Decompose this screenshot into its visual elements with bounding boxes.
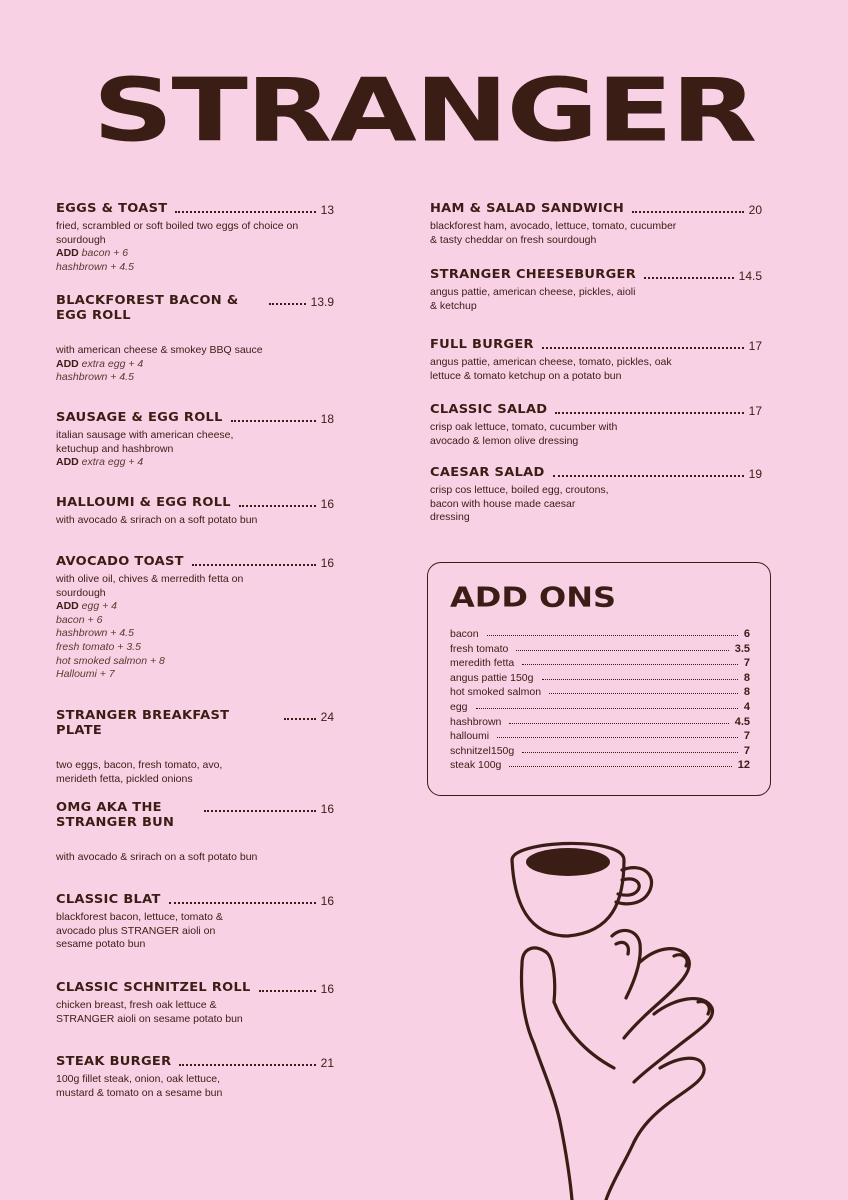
add-on-row: hashbrown 4.5 [450,715,750,728]
item-price: 24 [320,710,334,724]
item-description: with american cheese & smokey BBQ sauce [56,344,263,356]
item-description: crisp oak lettuce, tomato, cucumber with avocado & lemon olive dressing [430,421,618,447]
item-price: 16 [320,497,334,511]
item-addon: hot smoked salmon + 8 [56,654,165,667]
item-description: with avocado & srirach on a soft potato bun [56,851,258,863]
item-addon: fresh tomato + 3.5 [56,640,141,653]
item-name: BLACKFOREST BACON & EGG ROLL [56,294,239,323]
item-description: two eggs, bacon, fresh tomato, avo, merideth fetta, pickled onions [56,759,223,785]
wrist-left [534,1044,572,1200]
leader-dots [269,294,306,305]
item-description: chicken breast, fresh oak lettuce & STRANGER aioli on sesame potato bun [56,999,243,1025]
menu-item-classic-blat [56,893,334,952]
item-name: CLASSIC BLAT [56,893,161,907]
item-price: 21 [320,1056,334,1070]
leader-dots [284,709,316,720]
item-name: CAESAR SALAD [430,466,545,480]
palm-crease [554,1002,614,1068]
item-price: 16 [320,802,334,816]
menu-item-caesar-salad [430,466,762,525]
leader-dots [239,496,316,507]
item-price: 13 [320,203,334,217]
item-price: 14.5 [738,269,762,283]
item-price: 17 [748,339,762,353]
add-ons-box [427,562,771,796]
item-addon: hashbrown + 4.5 [56,371,134,384]
hand-holding-coffee-cup-icon [484,832,744,1200]
add-on-row: meredith fetta 7 [450,657,750,670]
fingernail [674,955,687,966]
item-name: FULL BURGER [430,338,534,352]
item-description: italian sausage with american cheese, ketuchup and hashbrown [56,429,234,455]
menu-item-blackforest-bacon-egg-roll [56,294,334,385]
leader-dots [553,466,744,477]
leader-dots [192,555,316,566]
menu-item-halloumi-egg-roll [56,496,334,528]
menu-item-avocado-toast [56,555,334,682]
item-description: angus pattie, american cheese, pickles, aioli & ketchup [430,286,636,312]
leader-dots [169,893,316,904]
item-description: 100g fillet steak, onion, oak lettuce, mustard & tomato on a sesame bun [56,1073,223,1099]
wrist-right [606,1142,634,1200]
item-description: with avocado & srirach on a soft potato bun [56,514,258,526]
menu-item-steak-burger [56,1055,334,1100]
leader-dots [259,981,316,992]
item-name: STRANGER CHEESEBURGER [430,268,637,282]
leader-dots [555,403,743,414]
add-on-row: angus pattie 150g 8 [450,671,750,684]
item-addon: ADD egg + 4 [56,600,117,613]
add-on-row: fresh tomato 3.5 [450,642,750,655]
add-on-row: schnitzel150g 7 [450,744,750,757]
leader-dots [632,202,744,213]
item-price: 16 [320,982,334,996]
brand-logo: STRANGER [92,60,756,162]
menu-item-stranger-cheeseburger [430,268,762,313]
add-on-row: hot smoked salmon 8 [450,686,750,699]
thumb-inner [546,952,555,1002]
index-finger [612,930,640,998]
item-name: AVOCADO TOAST [56,555,184,569]
add-on-row: halloumi 7 [450,730,750,743]
leader-dots [542,338,744,349]
menu-item-full-burger [430,338,762,383]
add-on-row: bacon 6 [450,628,750,640]
item-price: 17 [748,404,762,418]
item-description: crisp cos lettuce, boiled egg, croutons, bacon with house made caesar dressing [430,484,609,524]
item-name: CLASSIC SCHNITZEL ROLL [56,981,251,995]
item-addon: hashbrown + 4.5 [56,260,134,273]
leader-dots [175,202,315,213]
middle-finger [624,949,689,1038]
menu-item-classic-salad [430,403,762,448]
menu-item-eggs-toast [56,202,334,274]
item-addon: ADD bacon + 6 [56,247,129,260]
item-addon: ADD extra egg + 4 [56,456,144,469]
item-price: 19 [748,467,762,481]
menu-item-stranger-breakfast-plate [56,709,334,786]
item-description: blackforest bacon, lettuce, tomato & avocado plus STRANGER aioli on sesame potato bun [56,911,223,951]
fingernail [698,1002,709,1014]
leader-dots [644,268,734,279]
item-name: EGGS & TOAST [56,202,168,216]
thumb [522,948,547,1044]
item-name: CLASSIC SALAD [430,403,548,417]
add-ons-list [450,627,750,773]
item-addon: bacon + 6 [56,613,103,626]
ring-finger [634,999,713,1082]
add-ons-title: ADD ONS [450,581,617,614]
item-name: STRANGER BREAKFAST PLATE [56,709,230,738]
item-price: 20 [748,203,762,217]
menu-item-ham-salad-sandwich [430,202,762,247]
item-name: SAUSAGE & EGG ROLL [56,411,223,425]
item-description: angus pattie, american cheese, tomato, pickles, oak lettuce & tomato ketchup on a potato bun [430,356,672,382]
menu-item-omg-stranger-bun [56,801,334,865]
add-on-row: steak 100g 12 [450,759,750,772]
item-addon: Halloumi + 7 [56,668,115,681]
item-description: blackforest ham, avocado, lettuce, tomato, cucumber & tasty cheddar on fresh sourdough [430,220,677,246]
item-price: 18 [320,412,334,426]
item-name: STEAK BURGER [56,1055,172,1069]
leader-dots [179,1055,315,1066]
item-name: OMG AKA THE STRANGER BUN [56,801,175,830]
add-on-row: egg 4 [450,700,750,713]
item-price: 13.9 [310,295,334,309]
item-name: HALLOUMI & EGG ROLL [56,496,231,510]
item-description: with olive oil, chives & merredith fetta on sourdough [56,573,244,599]
item-name: HAM & SALAD SANDWICH [430,202,625,216]
coffee-surface [526,848,610,876]
item-addon: hashbrown + 4.5 [56,627,134,640]
item-price: 16 [320,894,334,908]
menu-item-sausage-egg-roll [56,411,334,470]
leader-dots [204,801,316,812]
fingernail [616,942,628,954]
menu-item-classic-schnitzel-roll [56,981,334,1026]
item-price: 16 [320,556,334,570]
item-addon: ADD extra egg + 4 [56,357,144,370]
item-description: fried, scrambled or soft boiled two eggs of choice on sourdough [56,220,299,246]
leader-dots [231,411,316,422]
